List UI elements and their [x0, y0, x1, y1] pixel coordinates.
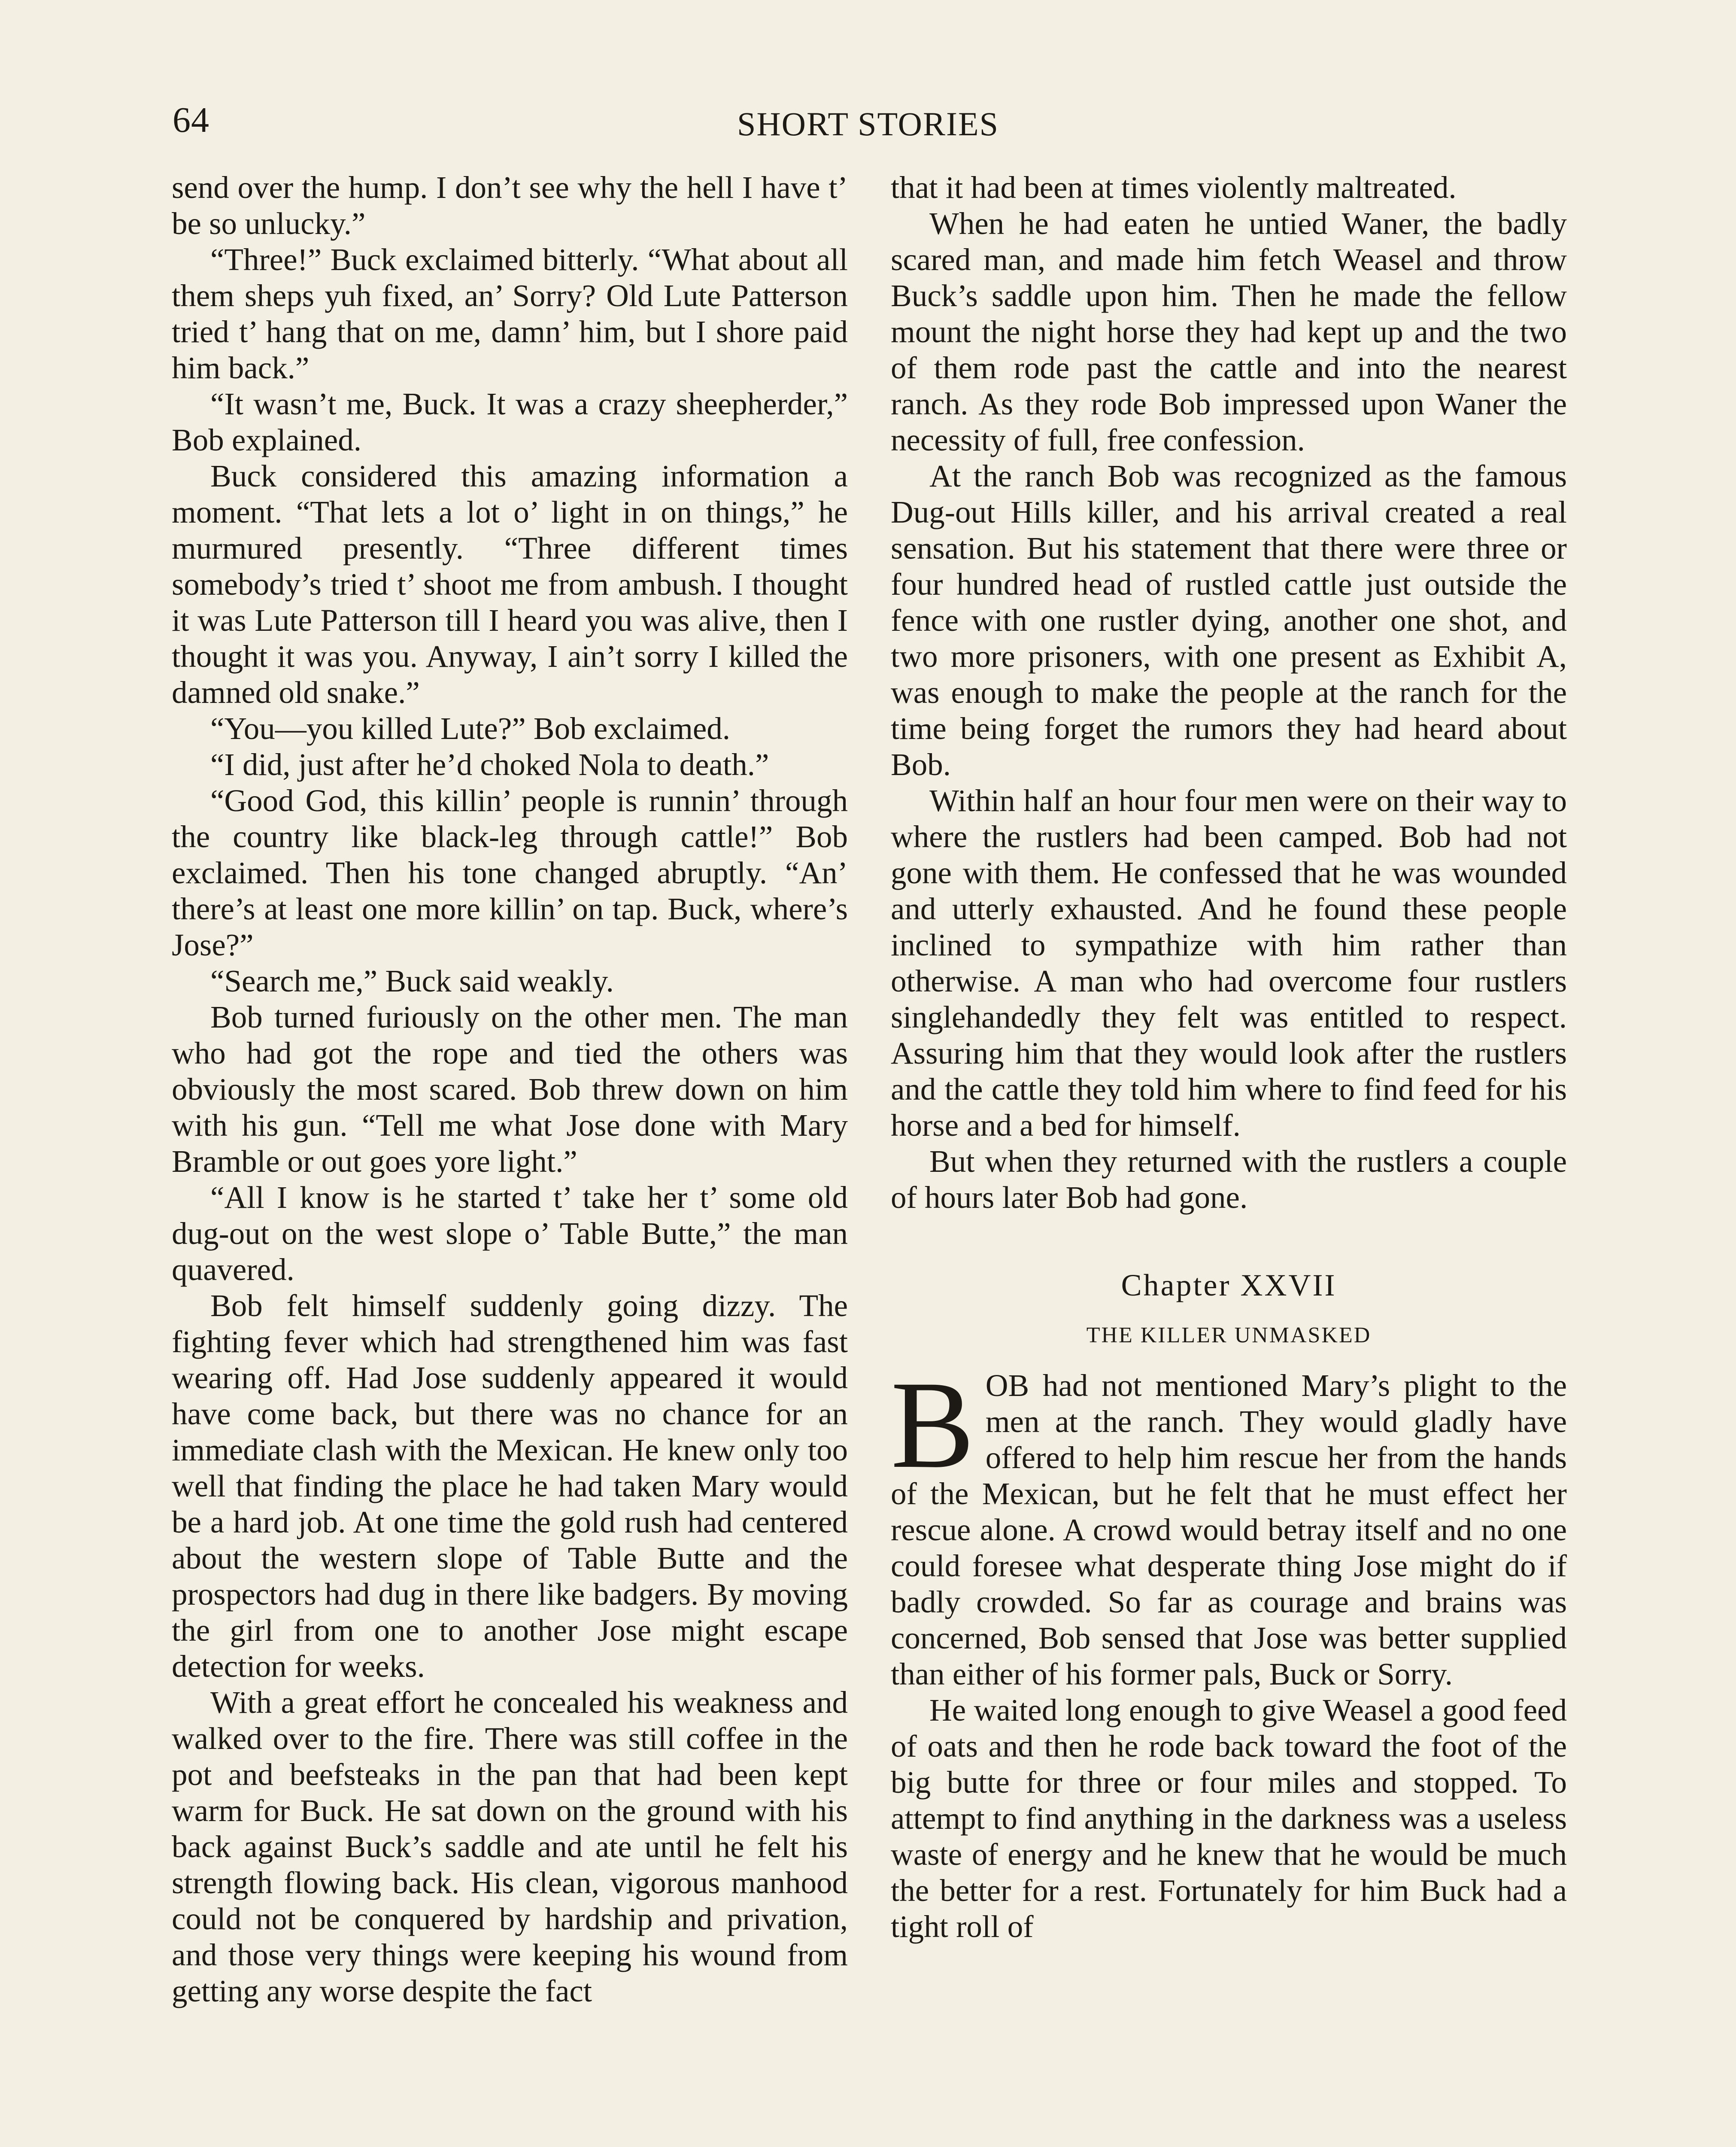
paragraph: With a great effort he concealed his weakness and walked over to the fire. There was still coffee in the pot and beefsteaks in the pan that had been kept warm for Buck. He sat down on the ground with his back against Buck’s saddle and ate until he felt his strength flowing back. His clean, vigorous manhood could not be conquered by hardship and privation, and those very things were keeping his wound from getting any worse despite the fact [172, 1685, 848, 2008]
paragraph: Within half an hour four men were on their way to where the rustlers had been camped. Bob had not gone with them. He confessed that he was wounded and utterly exhausted. And he found these people inclined to sympathize with him rather than otherwise. A man who had overcome four rustlers singlehandedly they felt was entitled to respect. Assuring him that they would look after the rustlers and the cattle they told him where to find feed for his horse and a bed for himself. [891, 783, 1567, 1143]
paragraph: send over the hump. I don’t see why the hell I have t’ be so unlucky.” [172, 170, 848, 241]
chapter-opening-paragraph [891, 1356, 1567, 1692]
page-header [0, 0, 1736, 172]
paragraph: “It wasn’t me, Buck. It was a crazy sheepherder,” Bob explained. [172, 386, 848, 457]
paragraph: “You—you killed Lute?” Bob exclaimed. [210, 711, 731, 746]
running-title: SHORT STORIES [737, 105, 999, 143]
drop-cap: B [891, 1356, 974, 1494]
left-column [172, 170, 848, 2009]
paragraph: Buck considered this amazing information a moment. “That lets a lot o’ light in on things,” he murmured presently. “Three different times somebody’s tried t’ shoot me from ambush. I thought it was Lute Patterson till I heard you was alive, then I thought it was you. Anyway, I ain’t sorry I killed the damned old snake.” [172, 459, 848, 710]
paragraph: He waited long enough to give Weasel a good feed of oats and then he rode back toward the foot of the big butte for three or four miles and stopped. To attempt to find anything in the darkness was a useless waste of energy and he knew that he would be much the better for a rest. Fortunately for him Buck had a tight roll of [891, 1693, 1567, 1944]
paragraph: Bob turned furiously on the other men. The man who had got the rope and tied the others was obviously the most scared. Bob threw down on him with his gun. “Tell me what Jose done with Mary Bramble or out goes yore light.” [172, 1000, 848, 1179]
paragraph: But when they returned with the rustlers a couple of hours later Bob had gone. [891, 1144, 1567, 1215]
paragraph-text: OB had not mentioned Mary’s plight to the men at the ranch. They would gladly have offered to help him rescue her from the hands of the Mexican, but he felt that he must effect her rescue alone. A crowd would betray itself and no one could foresee what desperate thing Jose might do if badly crowded. So far as courage and brains was concerned, Bob sensed that Jose was better supplied than either of his former pals, Buck or Sorry. [891, 1368, 1567, 1691]
paragraph: “Good God, this killin’ people is runnin’ through the country like black-leg through cattle!” Bob exclaimed. Then his tone changed abruptly. “An’ there’s at least one more killin’ on tap. Buck, where’s Jose?” [172, 783, 848, 962]
paragraph: “Search me,” Buck said weakly. [210, 964, 614, 998]
paragraph: Bob felt himself suddenly going dizzy. The fighting fever which had strengthened him was fast wearing off. Had Jose suddenly appeared it would have come back, but there was no chance for an immediate clash with the Mexican. He knew only too well that finding the place he had taken Mary would be a hard job. At one time the gold rush had centered about the western slope of Table Butte and the prospectors had dug in there like badgers. By moving the girl from one to another Jose might escape detection for weeks. [172, 1288, 848, 1684]
paragraph: “Three!” Buck exclaimed bitterly. “What about all them sheps yuh fixed, an’ Sorry? Old Lute Patterson tried t’ hang that on me, damn’ him, but I shore paid him back.” [172, 242, 848, 385]
page-number: 64 [173, 100, 209, 140]
right-column [891, 170, 1567, 1945]
paragraph: that it had been at times violently maltreated. [891, 170, 1457, 205]
paragraph: At the ranch Bob was recognized as the famous Dug-out Hills killer, and his arrival created a real sensation. But his statement that there were three or four hundred head of rustled cattle just outside the fence with one rustler dying, another one shot, and two more prisoners, with one present as Exhibit A, was enough to make the people at the ranch for the time being forget the rumors they had heard about Bob. [891, 459, 1567, 782]
chapter-subtitle: THE KILLER UNMASKED [1086, 1323, 1372, 1347]
paragraph: “All I know is he started t’ take her t’ some old dug-out on the west slope o’ Table Butte,” the man quavered. [172, 1180, 848, 1287]
chapter-heading: Chapter XXVII [1121, 1268, 1337, 1302]
paragraph: “I did, just after he’d choked Nola to death.” [210, 747, 769, 782]
paragraph: When he had eaten he untied Waner, the badly scared man, and made him fetch Weasel and throw Buck’s saddle upon him. Then he made the fellow mount the night horse they had kept up and the two of them rode past the cattle and into the nearest ranch. As they rode Bob impressed upon Waner the necessity of full, free confession. [891, 206, 1567, 457]
